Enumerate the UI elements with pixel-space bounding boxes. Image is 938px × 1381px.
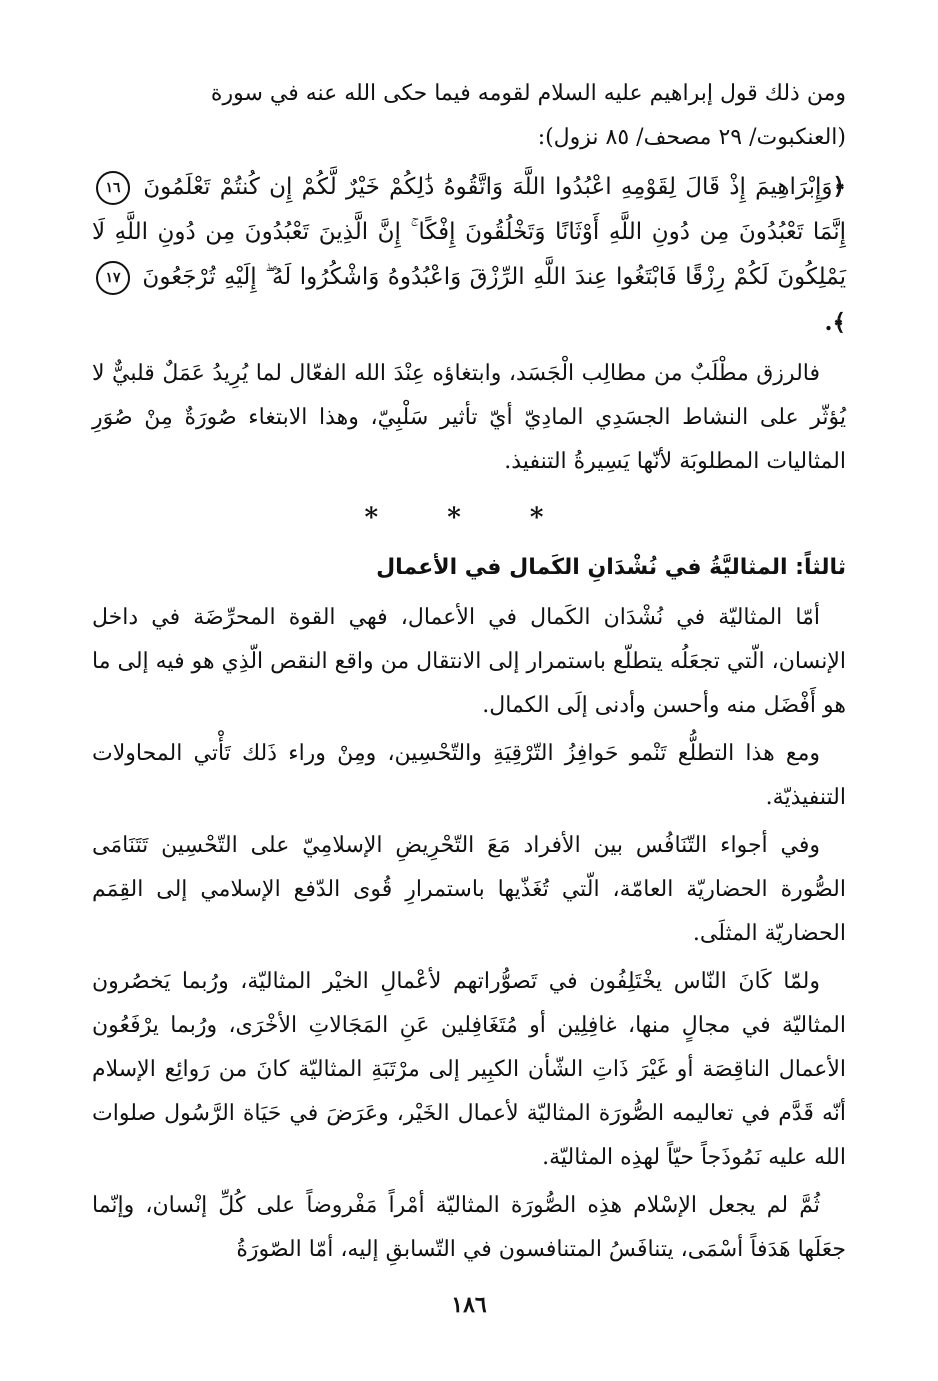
paragraph-rizq: فالرزق مطْلَبٌ من مطالِب الْجَسَد، وابتغاؤه عِنْدَ الله الفعّال لما يُرِيدُ عَمَلٌ قلبيٌّ لا يُؤثّر على النشاط الجسَدِي المادِيّ أيّ تأثير سَلْبِيّ، وهذا الابتغاء صُورَةٌ مِنْ صُوَرِ المثاليات المطلوبَة لأنّها يَسِيرةُ التنفيذ. — [92, 361, 846, 474]
paragraph: أمّا المثاليّة في نُشْدَان الكَمال في الأعمال، فهي القوة المحرِّضَة في داخل الإنسان، الّتي تجعَلُه يتطلّع باستمرار إلى الانتقال من واقع النقص الّذِي هو فيه إلى ما هو أَفْضَل منه وأحسن وأدنى إلَى الكمال. — [92, 605, 846, 718]
section-separator: * * * — [364, 503, 574, 533]
quran-verse-part-1: وَإِبْرَاهِيمَ إِذْ قَالَ لِقَوْمِهِ اعْبُدُوا اللَّهَ وَاتَّقُوهُ ذَٰلِكُمْ خَيْرٌ لَّكُمْ إِن كُنتُمْ تَعْلَمُونَ — [143, 174, 833, 200]
paragraph: ولمّا كَانَ النّاس يخْتَلِفُون في تَصوُّراتهم لأعْمالِ الخيْر المثاليّة، ورُبما يَخصُرون المثاليّة في مجالٍ منها، غافِلِين أو مُتَغَافِلين عَنِ المَجَالاتِ الأخْرَى، ورُبما يرْفَعُون الأعمال الناقِصَة أو غَيْرَ ذَاتِ الشّأن الكبِير إلى مرْتَبَةِ المثاليّة كانَ من رَوائِع الإسلام أنّه قَدَّم في تعاليمه الصُّورَة المثاليّة لأعمال الخَيْر، وعَرَضَ في حَيَاة الرَّسُول صلوات الله عليه نَمُوذَجاً حيّاً لهذِه المثاليّة. — [92, 969, 846, 1170]
paragraph: ومع هذا التطلُّع تَنْمو حَوافِزُ التّرْقِيَةِ والتّحْسِين، ومِنْ وراء ذَلك تَأْتي المحاولات التنفيذيّة. — [92, 741, 846, 810]
quran-open-bracket: ﴿ — [832, 173, 847, 200]
intro-line-1: ومن ذلك قول إبراهيم عليه السلام لقومه فيما حكى الله عنه في سورة — [210, 81, 846, 106]
paragraph: ثُمَّ لم يجعل الإسْلام هذِه الصُّورَة المثاليّة أمْراً مَفْروضاً على كُلِّ إنْسان، وإنّما جعَلَها هَدَفاً أسْمَى، يتنافَسُ المتنافسون في التّسابقِ إليه، أمّا الصّورَةُ — [92, 1193, 846, 1262]
ayah-number-marker: ١٧ — [96, 261, 130, 295]
page-body — [92, 72, 846, 1276]
section-heading: ثالثاً: المثاليَّةُ في نُشْدَانِ الكَمال في الأعمال — [376, 555, 846, 580]
intro-line-2: (العنكبوت/ ٢٩ مصحف/ ٨٥ نزول): — [537, 125, 846, 150]
ayah-number-marker: ١٦ — [96, 171, 130, 205]
paragraph: وفي أجواء التّنَافُس بين الأفراد مَعَ التّحْرِيضِ الإسلامِيّ على التّحْسِين تَتَنَامَى الصُّورة الحضاريّة العامّة، الّتي تُغَذّيها باستمرارِ قُوى الدّفع الإسلامي إلى القِمَم الحضاريّة المثلَى. — [92, 833, 846, 946]
quran-close-bracket: ﴾. — [824, 309, 846, 336]
intro-paragraph — [92, 72, 846, 160]
page-number: ١٨٦ — [451, 1292, 487, 1318]
quran-verse-block — [92, 164, 846, 346]
quran-verse-part-2: إِنَّمَا تَعْبُدُونَ مِن دُونِ اللَّهِ أَوْثَانًا وَتَخْلُقُونَ إِفْكًا ۚ إِنَّ الَّذِينَ تَعْبُدُونَ مِن دُونِ اللَّهِ لَا يَمْلِكُونَ لَكُمْ رِزْقًا فَابْتَغُوا عِندَ اللَّهِ الرِّزْقَ وَاعْبُدُوهُ وَاشْكُرُوا لَهُ ۖ إِلَيْهِ تُرْجَعُونَ — [92, 219, 846, 290]
